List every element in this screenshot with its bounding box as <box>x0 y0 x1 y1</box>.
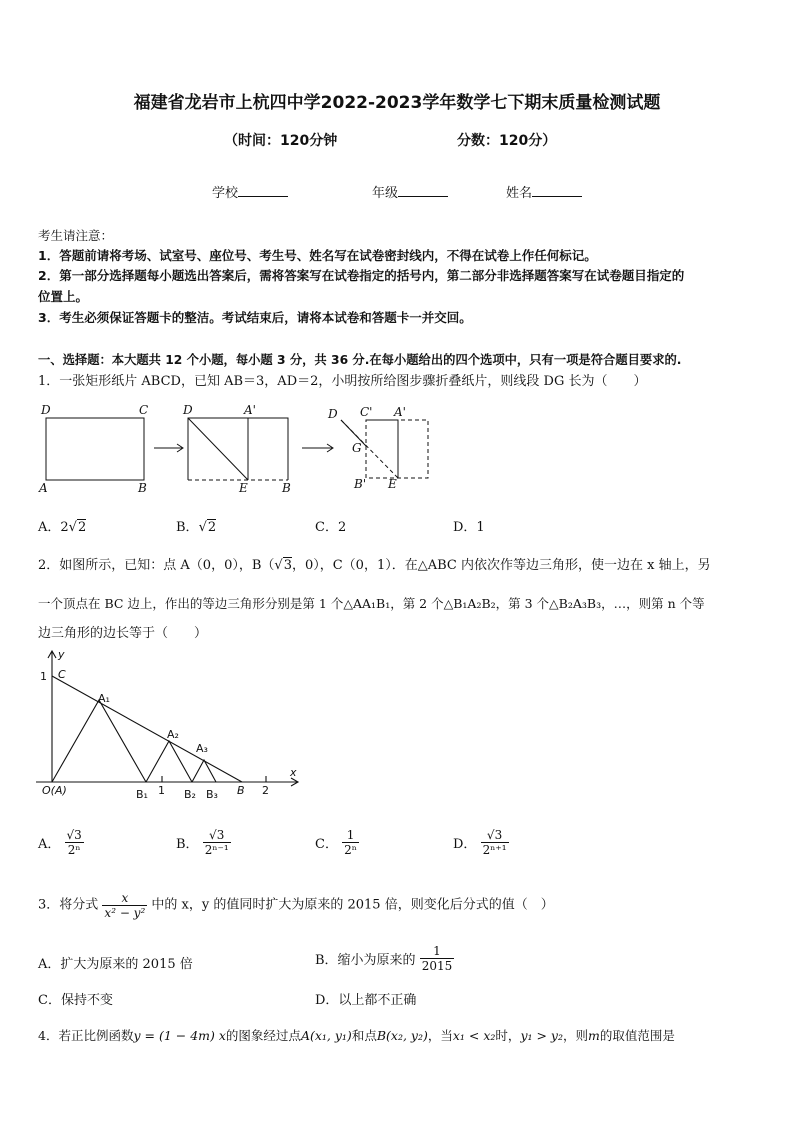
q1-option-b[interactable]: B．√2 <box>176 520 217 535</box>
q1-option-c[interactable]: C．2 <box>315 520 347 535</box>
q1-fc-g: G <box>352 441 362 455</box>
q2-label-x: x <box>290 766 297 779</box>
q2-option-a[interactable]: A． $\frac{√3}{\text{2ⁿ}}$ <box>38 828 82 857</box>
q2-label-b1: B₁ <box>136 788 148 801</box>
q2-line-2: 一个顶点在 BC 边上，作出的等边三角形分别是第 1 个△AA₁B₁，第 2 个△B₁A₂B₂，第 3 个△B₂A₃B₃，…，则第 n 个等 <box>38 596 705 611</box>
q1-text: 1．一张矩形纸片 ABCD，已知 AB＝3，AD＝2，小明按所给图步骤折叠纸片，则线段 DG 长为（ ） <box>38 374 647 389</box>
q2-option-b[interactable]: B． $\frac{√3}{\text{2ⁿ⁻¹}}$ <box>176 828 229 857</box>
q2-label-a2: A₂ <box>167 728 179 741</box>
grade-blank[interactable] <box>398 184 448 197</box>
q2-line-3: 边三角形的边长等于（ ） <box>38 626 208 641</box>
q2-hypotenuse <box>52 676 242 782</box>
q1-rect-a <box>46 418 144 480</box>
exam-time: （时间：120分钟 <box>224 133 338 149</box>
q2-triangle-3 <box>192 760 216 782</box>
q1-option-a[interactable]: A．2√2 <box>38 520 87 535</box>
q2-label-o: O(A) <box>42 784 67 797</box>
notice-item-2-cont: 位置上。 <box>38 289 89 304</box>
q2-triangle-2 <box>146 741 192 782</box>
name-blank[interactable] <box>532 184 582 197</box>
q1-option-d[interactable]: D．1 <box>453 520 485 535</box>
school-label: 学校 <box>212 186 239 201</box>
q2-label-a1: A₁ <box>98 692 110 705</box>
q1-fold-b <box>188 418 248 480</box>
q1-fc-a: A' <box>394 405 406 419</box>
q4-text: 4．若正比例函数y = (1 − 4m) x的图象经过点A(x₁, y₁)和点B(x₂, y₂)，当x₁ < x₂时，y₁ > y₂，则m的取值范围是 <box>38 1028 675 1043</box>
notice-item-2: 2．第一部分选择题每小题选出答案后，需将答案写在试卷指定的括号内，第二部分非选择题答案写在试卷题目指定的 <box>38 268 685 283</box>
q2-label-y: y <box>58 648 65 661</box>
q1-fb-d: D <box>183 403 193 417</box>
notice-item-1: 1．答题前请将考场、试室号、座位号、考生号、姓名写在试卷密封线内，不得在试卷上作任何标记。 <box>38 248 597 263</box>
q2-triangle-1 <box>52 700 146 782</box>
page-title: 福建省龙岩市上杭四中学2022-2023学年数学七下期末质量检测试题 <box>133 93 661 113</box>
grade-field[interactable] <box>372 182 448 201</box>
q1-fc-d: D <box>328 407 338 421</box>
school-field[interactable] <box>212 182 288 201</box>
q2-label-b3: B₃ <box>206 788 218 801</box>
q3-text: 3．将分式 $\frac{x}{\text{x² − y²}}$ 中的 x，y 的值同时扩大为原来的 2015 倍，则变化后分式的值（ ） <box>38 891 554 920</box>
q1-fc-b: B' <box>354 477 367 491</box>
notice-item-3: 3．考生必须保证答题卡的整洁。考试结束后，请将本试卷和答题卡一并交回。 <box>38 310 472 325</box>
q2-label-t2: 2 <box>262 784 269 797</box>
q1-fb-a: A' <box>244 403 256 417</box>
q1-dash-c <box>366 420 428 478</box>
q3-option-b[interactable]: B．缩小为原来的 $\frac{1}{2015}$ <box>315 944 453 973</box>
q2-line-1: 2．如图所示，已知：点 A（0，0），B（√3，0），C（0，1）．在△ABC 内依次作等边三角形，使一边在 x 轴上，另 <box>38 558 711 573</box>
q3-option-d[interactable]: D．以上都不正确 <box>315 993 417 1008</box>
q2-label-one: 1 <box>40 670 47 683</box>
q1-fc-c: C' <box>360 405 373 419</box>
notice-heading: 考生请注意： <box>38 228 114 243</box>
q2-label-a3: A₃ <box>196 742 208 755</box>
q1-fc-e: E <box>388 477 397 491</box>
q1-fb-b: B <box>282 481 291 495</box>
q1-fa-a: A <box>39 481 48 495</box>
grade-label: 年级 <box>372 186 399 201</box>
q1-rect-b <box>188 418 288 480</box>
q1-fa-c: C <box>139 403 149 417</box>
school-blank[interactable] <box>238 184 288 197</box>
q3-option-c[interactable]: C．保持不变 <box>38 993 113 1008</box>
q2-figure <box>30 648 310 808</box>
exam-score: 分数：120分） <box>457 133 557 149</box>
q2-label-c: C <box>58 668 66 681</box>
q2-label-b: B <box>237 784 245 797</box>
q1-fb-e: E <box>239 481 248 495</box>
q3-option-a[interactable]: A．扩大为原来的 2015 倍 <box>38 957 193 972</box>
q1-rect-c1 <box>366 420 398 478</box>
q2-option-c[interactable]: C． $\frac{1}{\text{2ⁿ}}$ <box>315 828 357 857</box>
q2-label-b2: B₂ <box>184 788 196 801</box>
q2-option-d[interactable]: D． $\frac{√3}{\text{2ⁿ⁺¹}}$ <box>453 828 507 857</box>
q1-figure <box>36 400 436 500</box>
section-heading: 一、选择题：本大题共 12 个小题，每小题 3 分，共 36 分.在每小题给出的四个选项中，只有一项是符合题目要求的. <box>38 353 682 367</box>
q2-label-t1: 1 <box>158 784 165 797</box>
name-label: 姓名 <box>506 186 533 201</box>
name-field[interactable] <box>506 182 582 201</box>
q1-fa-b: B <box>138 481 147 495</box>
q1-fa-d: D <box>41 403 51 417</box>
